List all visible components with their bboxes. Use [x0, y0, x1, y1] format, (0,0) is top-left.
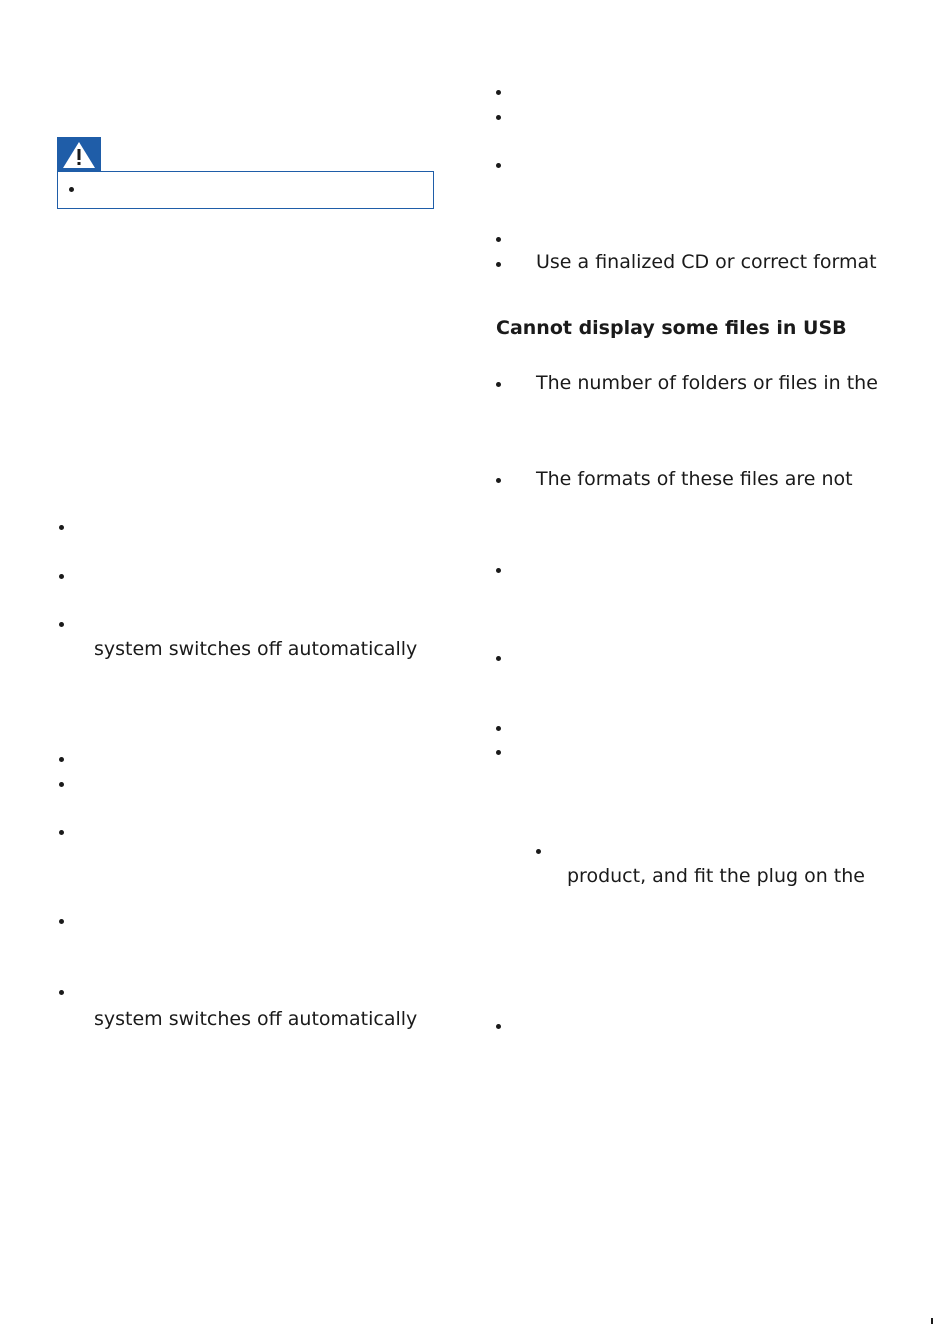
list-bullet [496, 568, 501, 573]
warning-box [57, 171, 434, 209]
list-bullet [59, 990, 64, 995]
list-bullet [496, 262, 501, 267]
list-bullet [59, 830, 64, 835]
list-bullet [496, 90, 501, 95]
list-bullet [59, 574, 64, 579]
list-bullet [59, 525, 64, 530]
list-bullet [59, 919, 64, 924]
list-bullet [496, 382, 501, 387]
sub-list-bullet [536, 849, 541, 854]
folders-files-text: The number of folders or files in the [536, 372, 878, 394]
list-bullet [59, 782, 64, 787]
product-plug-text: product, and fit the plug on the [567, 865, 865, 887]
list-bullet [496, 656, 501, 661]
list-bullet [59, 622, 64, 627]
list-bullet [496, 478, 501, 483]
formats-files-text: The formats of these files are not [536, 468, 853, 490]
list-bullet [59, 757, 64, 762]
list-bullet [496, 115, 501, 120]
list-bullet [496, 750, 501, 755]
warning-tab [57, 137, 101, 172]
list-bullet [496, 237, 501, 242]
list-bullet [496, 1024, 501, 1029]
auto-off-text: system switches off automatically [94, 638, 418, 660]
finalized-cd-text: Use a finalized CD or correct format [536, 251, 877, 273]
warning-bullet [69, 187, 74, 192]
auto-off-text: system switches off automatically [94, 1008, 418, 1030]
usb-heading: Cannot display some files in USB [496, 317, 847, 339]
list-bullet [496, 726, 501, 731]
warning-triangle-icon [61, 140, 97, 170]
list-bullet [496, 163, 501, 168]
